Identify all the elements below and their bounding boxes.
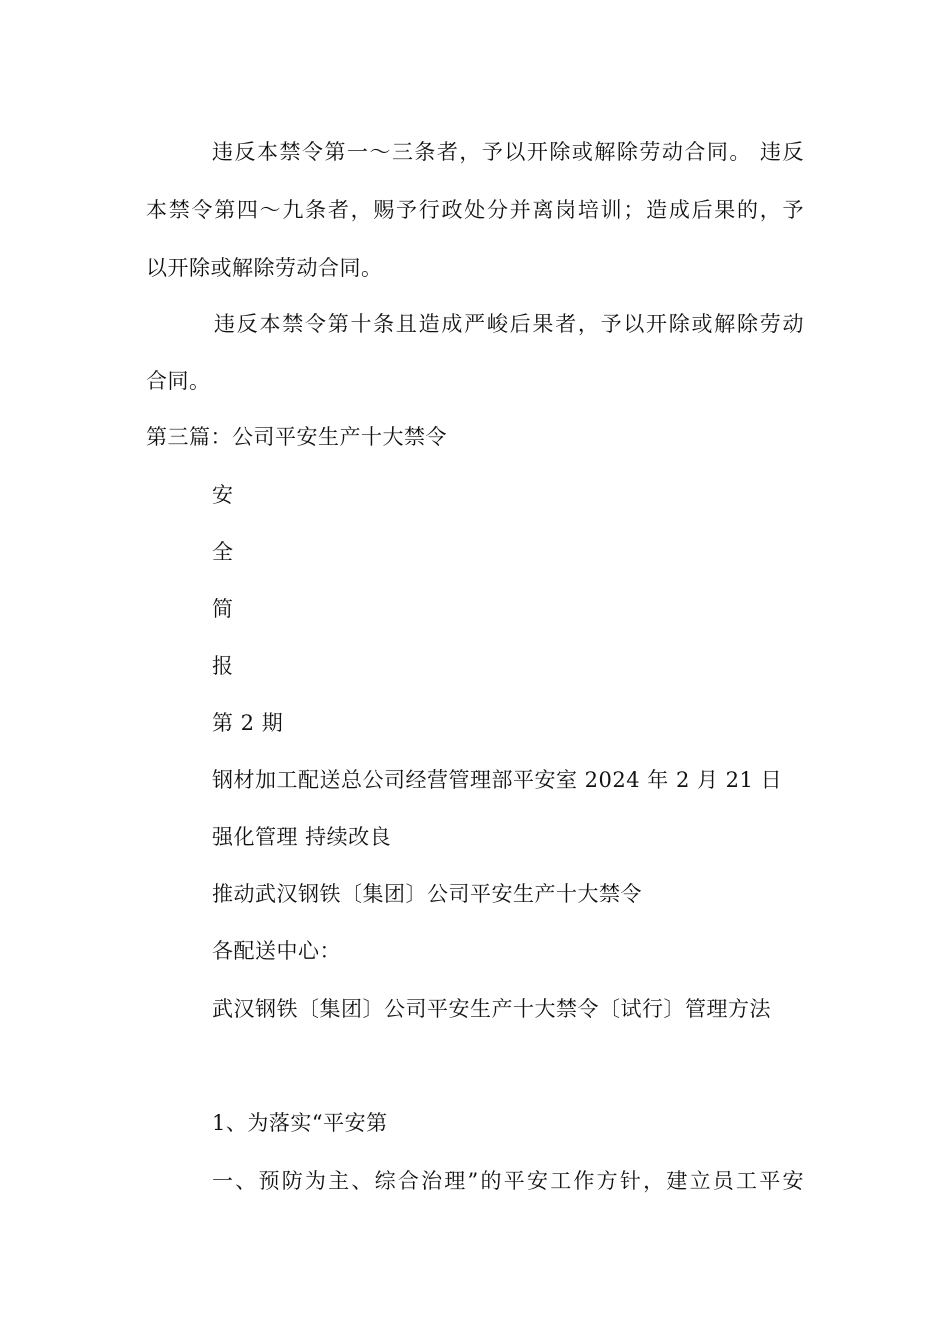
paragraph-1-line-3: 以开除或解除劳动合同。	[146, 256, 383, 280]
section-heading: 第三篇：公司平安生产十大禁令	[146, 425, 447, 449]
bulletin-title-char-1: 安	[212, 483, 234, 507]
bulletin-title-char-3: 简	[212, 597, 234, 621]
salutation: 各配送中心：	[212, 939, 341, 963]
paragraph-2-line-1: 违反本禁令第十条且造成严峻后果者，予以开除或解除劳动	[214, 312, 804, 336]
item-1-line-a: 1、为落实“平安第	[212, 1111, 388, 1135]
paragraph-1-line-2: 本禁令第四～九条者，赐予行政处分并离岗培训；造成后果的，予	[146, 198, 804, 222]
publisher-line: 钢材加工配送总公司经营管理部平安室 2024 年 2 月 21 日	[212, 768, 783, 792]
issue-number: 第 2 期	[212, 711, 284, 735]
bulletin-title-char-4: 报	[212, 654, 234, 678]
item-1-line-b: 一、预防为主、综合治理”的平安工作方针，建立员工平安	[212, 1169, 804, 1193]
paragraph-1-line-1: 违反本禁令第一～三条者，予以开除或解除劳动合同。 违反	[212, 140, 804, 164]
slogan: 强化管理 持续改良	[212, 825, 392, 849]
bulletin-title-char-2: 全	[212, 540, 234, 564]
regulation-title: 武汉钢铁〔集团〕公司平安生产十大禁令〔试行〕管理方法	[212, 997, 771, 1021]
headline: 推动武汉钢铁〔集团〕公司平安生产十大禁令	[212, 882, 642, 906]
paragraph-2-line-2: 合同。	[146, 369, 211, 393]
